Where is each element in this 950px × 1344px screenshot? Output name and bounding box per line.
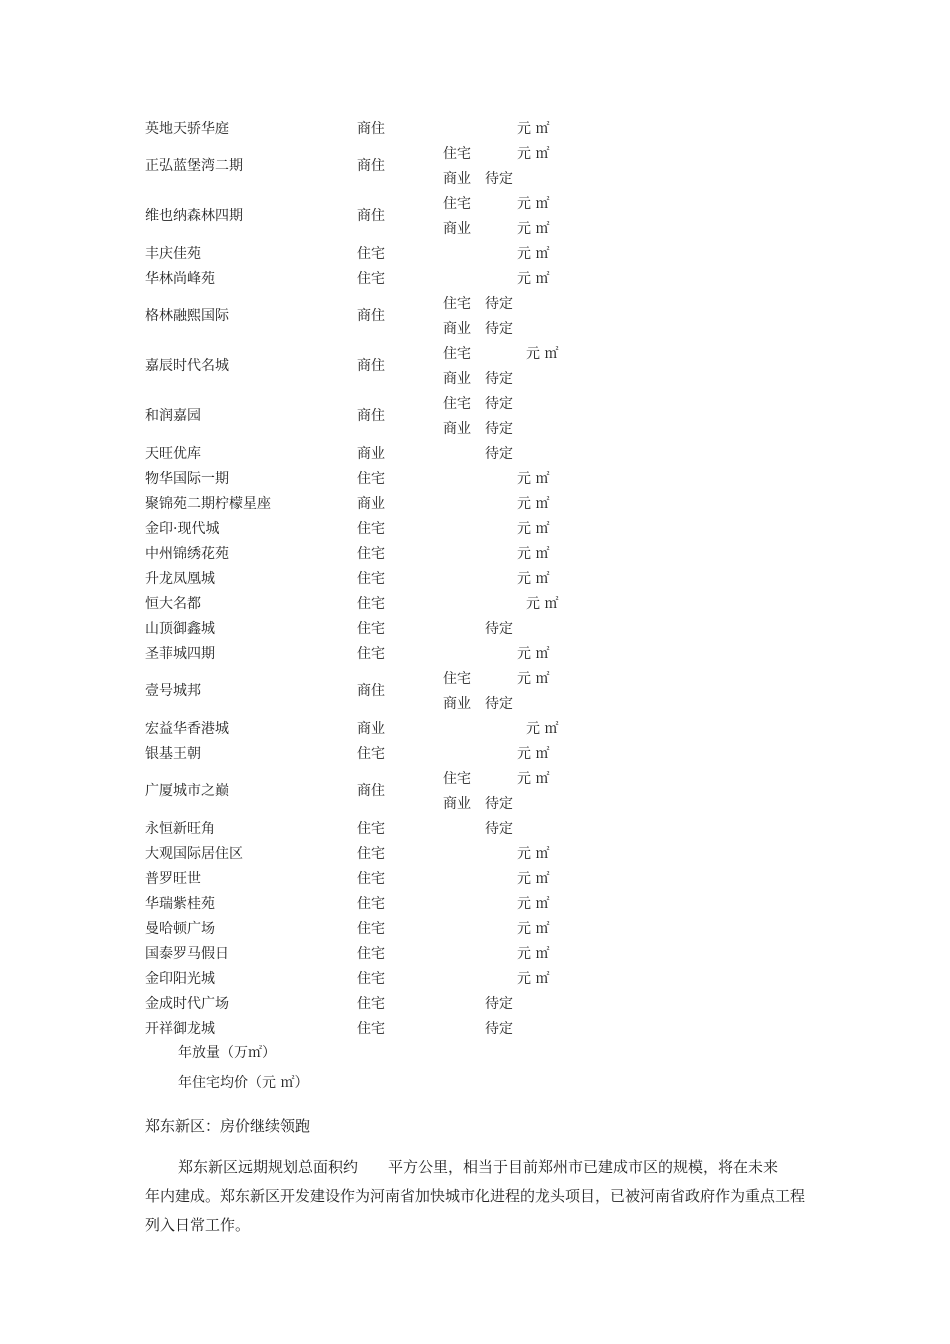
- category-label: 住宅: [443, 396, 471, 412]
- status-text: 待定: [485, 446, 513, 462]
- table-row: [0, 892, 950, 917]
- project-name: 英地天骄华庭: [145, 121, 229, 137]
- price-unit: 元 ㎡: [517, 496, 550, 512]
- annual-supply-label: 年放量（万㎡）: [178, 1045, 276, 1061]
- project-name: 聚锦苑二期柠檬星座: [145, 496, 271, 512]
- section-paragraph: 郑东新区远期规划总面积约 平方公里，相当于目前郑州市已建成市区的规模，将在未来 年内建成。郑东新区开发建设作为河南省加快城市化进程的龙头项目，已被河南省政府作为重点工程列入日常工作。: [145, 1158, 824, 1234]
- project-type: 住宅: [357, 1021, 385, 1037]
- table-row: [0, 292, 950, 342]
- project-name: 格林融熙国际: [145, 308, 229, 324]
- project-type: 商住: [357, 208, 385, 224]
- status-text: 待定: [485, 296, 513, 312]
- project-name: 华瑞紫桂苑: [145, 896, 215, 912]
- table-row: [0, 642, 950, 667]
- table-row: [0, 817, 950, 842]
- project-type: 住宅: [357, 871, 385, 887]
- project-type: 住宅: [357, 996, 385, 1012]
- project-name: 山顶御鑫城: [145, 621, 215, 637]
- table-row: [0, 1017, 950, 1042]
- price-unit: 元 ㎡: [517, 646, 550, 662]
- price-unit: 元 ㎡: [517, 771, 550, 787]
- status-text: 待定: [485, 621, 513, 637]
- category-label: 住宅: [443, 296, 471, 312]
- table-row: [0, 192, 950, 242]
- status-text: 待定: [485, 371, 513, 387]
- category-label: 住宅: [443, 146, 471, 162]
- price-unit: 元 ㎡: [517, 521, 550, 537]
- status-text: 待定: [485, 696, 513, 712]
- project-name: 开祥御龙城: [145, 1021, 215, 1037]
- project-name: 国泰罗马假日: [145, 946, 229, 962]
- status-text: 待定: [485, 396, 513, 412]
- price-unit: 元 ㎡: [517, 546, 550, 562]
- project-type: 商业: [357, 446, 385, 462]
- project-type: 住宅: [357, 271, 385, 287]
- project-type: 住宅: [357, 821, 385, 837]
- table-row: [0, 267, 950, 292]
- project-name: 和润嘉园: [145, 408, 201, 424]
- project-type: 住宅: [357, 571, 385, 587]
- table-row: [0, 392, 950, 442]
- table-row: [0, 567, 950, 592]
- project-name: 中州锦绣花苑: [145, 546, 229, 562]
- price-unit: 元 ㎡: [517, 246, 550, 262]
- project-name: 普罗旺世: [145, 871, 201, 887]
- project-type: 住宅: [357, 521, 385, 537]
- project-name: 广厦城市之巅: [145, 783, 229, 799]
- project-name: 天旺优库: [145, 446, 201, 462]
- price-unit: 元 ㎡: [526, 721, 559, 737]
- project-name: 华林尚峰苑: [145, 271, 215, 287]
- project-name: 永恒新旺角: [145, 821, 215, 837]
- project-name: 升龙凤凰城: [145, 571, 215, 587]
- price-unit: 元 ㎡: [517, 896, 550, 912]
- price-unit: 元 ㎡: [526, 596, 559, 612]
- table-row: [0, 117, 950, 142]
- project-name: 大观国际居住区: [145, 846, 243, 862]
- project-type: 住宅: [357, 946, 385, 962]
- table-row: [0, 242, 950, 267]
- project-name: 金印·现代城: [145, 521, 220, 537]
- project-type: 住宅: [357, 921, 385, 937]
- project-name: 壹号城邦: [145, 683, 201, 699]
- project-name: 嘉辰时代名城: [145, 358, 229, 374]
- project-type: 住宅: [357, 471, 385, 487]
- table-row: [0, 967, 950, 992]
- status-text: 待定: [485, 996, 513, 1012]
- section-heading: 郑东新区：房价继续领跑: [145, 1117, 311, 1135]
- price-unit: 元 ㎡: [517, 671, 550, 687]
- project-name: 银基王朝: [145, 746, 201, 762]
- project-type: 住宅: [357, 746, 385, 762]
- project-name: 维也纳森林四期: [145, 208, 243, 224]
- project-type: 商住: [357, 308, 385, 324]
- status-text: 待定: [485, 796, 513, 812]
- project-type: 商住: [357, 683, 385, 699]
- project-type: 商住: [357, 783, 385, 799]
- status-text: 待定: [485, 421, 513, 437]
- project-name: 正弘蓝堡湾二期: [145, 158, 243, 174]
- project-name: 恒大名都: [145, 596, 201, 612]
- category-label: 商业: [443, 371, 471, 387]
- category-label: 商业: [443, 321, 471, 337]
- category-label: 住宅: [443, 771, 471, 787]
- table-row: [0, 142, 950, 192]
- table-row: [0, 717, 950, 742]
- project-type: 商业: [357, 721, 385, 737]
- status-text: 待定: [485, 321, 513, 337]
- project-name: 金印阳光城: [145, 971, 215, 987]
- project-type: 商住: [357, 121, 385, 137]
- project-name: 宏益华香港城: [145, 721, 229, 737]
- price-unit: 元 ㎡: [517, 846, 550, 862]
- project-name: 曼哈顿广场: [145, 921, 215, 937]
- project-name: 丰庆佳苑: [145, 246, 201, 262]
- table-row: [0, 667, 950, 717]
- project-type: 商住: [357, 408, 385, 424]
- project-type: 住宅: [357, 971, 385, 987]
- table-row: [0, 342, 950, 392]
- table-row: [0, 592, 950, 617]
- price-unit: 元 ㎡: [526, 346, 559, 362]
- table-row: [0, 442, 950, 467]
- project-name: 金成时代广场: [145, 996, 229, 1012]
- category-label: 住宅: [443, 671, 471, 687]
- status-text: 待定: [485, 171, 513, 187]
- project-type: 住宅: [357, 621, 385, 637]
- category-label: 住宅: [443, 196, 471, 212]
- project-type: 住宅: [357, 646, 385, 662]
- project-type: 住宅: [357, 896, 385, 912]
- project-name: 物华国际一期: [145, 471, 229, 487]
- project-type: 住宅: [357, 246, 385, 262]
- category-label: 住宅: [443, 346, 471, 362]
- price-unit: 元 ㎡: [517, 471, 550, 487]
- price-unit: 元 ㎡: [517, 921, 550, 937]
- table-row: [0, 842, 950, 867]
- project-type: 住宅: [357, 846, 385, 862]
- price-unit: 元 ㎡: [517, 196, 550, 212]
- price-unit: 元 ㎡: [517, 121, 550, 137]
- table-row: [0, 742, 950, 767]
- status-text: 待定: [485, 1021, 513, 1037]
- project-type: 商业: [357, 496, 385, 512]
- price-unit: 元 ㎡: [517, 871, 550, 887]
- table-row: [0, 492, 950, 517]
- table-row: [0, 942, 950, 967]
- project-type: 商住: [357, 358, 385, 374]
- table-row: [0, 867, 950, 892]
- category-label: 商业: [443, 696, 471, 712]
- table-row: [0, 467, 950, 492]
- project-name: 圣菲城四期: [145, 646, 215, 662]
- price-unit: 元 ㎡: [517, 271, 550, 287]
- table-row: [0, 617, 950, 642]
- price-unit: 元 ㎡: [517, 571, 550, 587]
- price-unit: 元 ㎡: [517, 146, 550, 162]
- price-unit: 元 ㎡: [517, 971, 550, 987]
- table-row: [0, 542, 950, 567]
- price-unit: 元 ㎡: [517, 221, 550, 237]
- price-unit: 元 ㎡: [517, 946, 550, 962]
- category-label: 商业: [443, 796, 471, 812]
- project-type: 住宅: [357, 546, 385, 562]
- table-row: [0, 517, 950, 542]
- table-row: [0, 917, 950, 942]
- category-label: 商业: [443, 171, 471, 187]
- price-unit: 元 ㎡: [517, 746, 550, 762]
- avg-price-label: 年住宅均价（元 ㎡）: [178, 1075, 309, 1091]
- category-label: 商业: [443, 221, 471, 237]
- status-text: 待定: [485, 821, 513, 837]
- table-row: [0, 767, 950, 817]
- project-type: 商住: [357, 158, 385, 174]
- table-row: [0, 992, 950, 1017]
- project-type: 住宅: [357, 596, 385, 612]
- category-label: 商业: [443, 421, 471, 437]
